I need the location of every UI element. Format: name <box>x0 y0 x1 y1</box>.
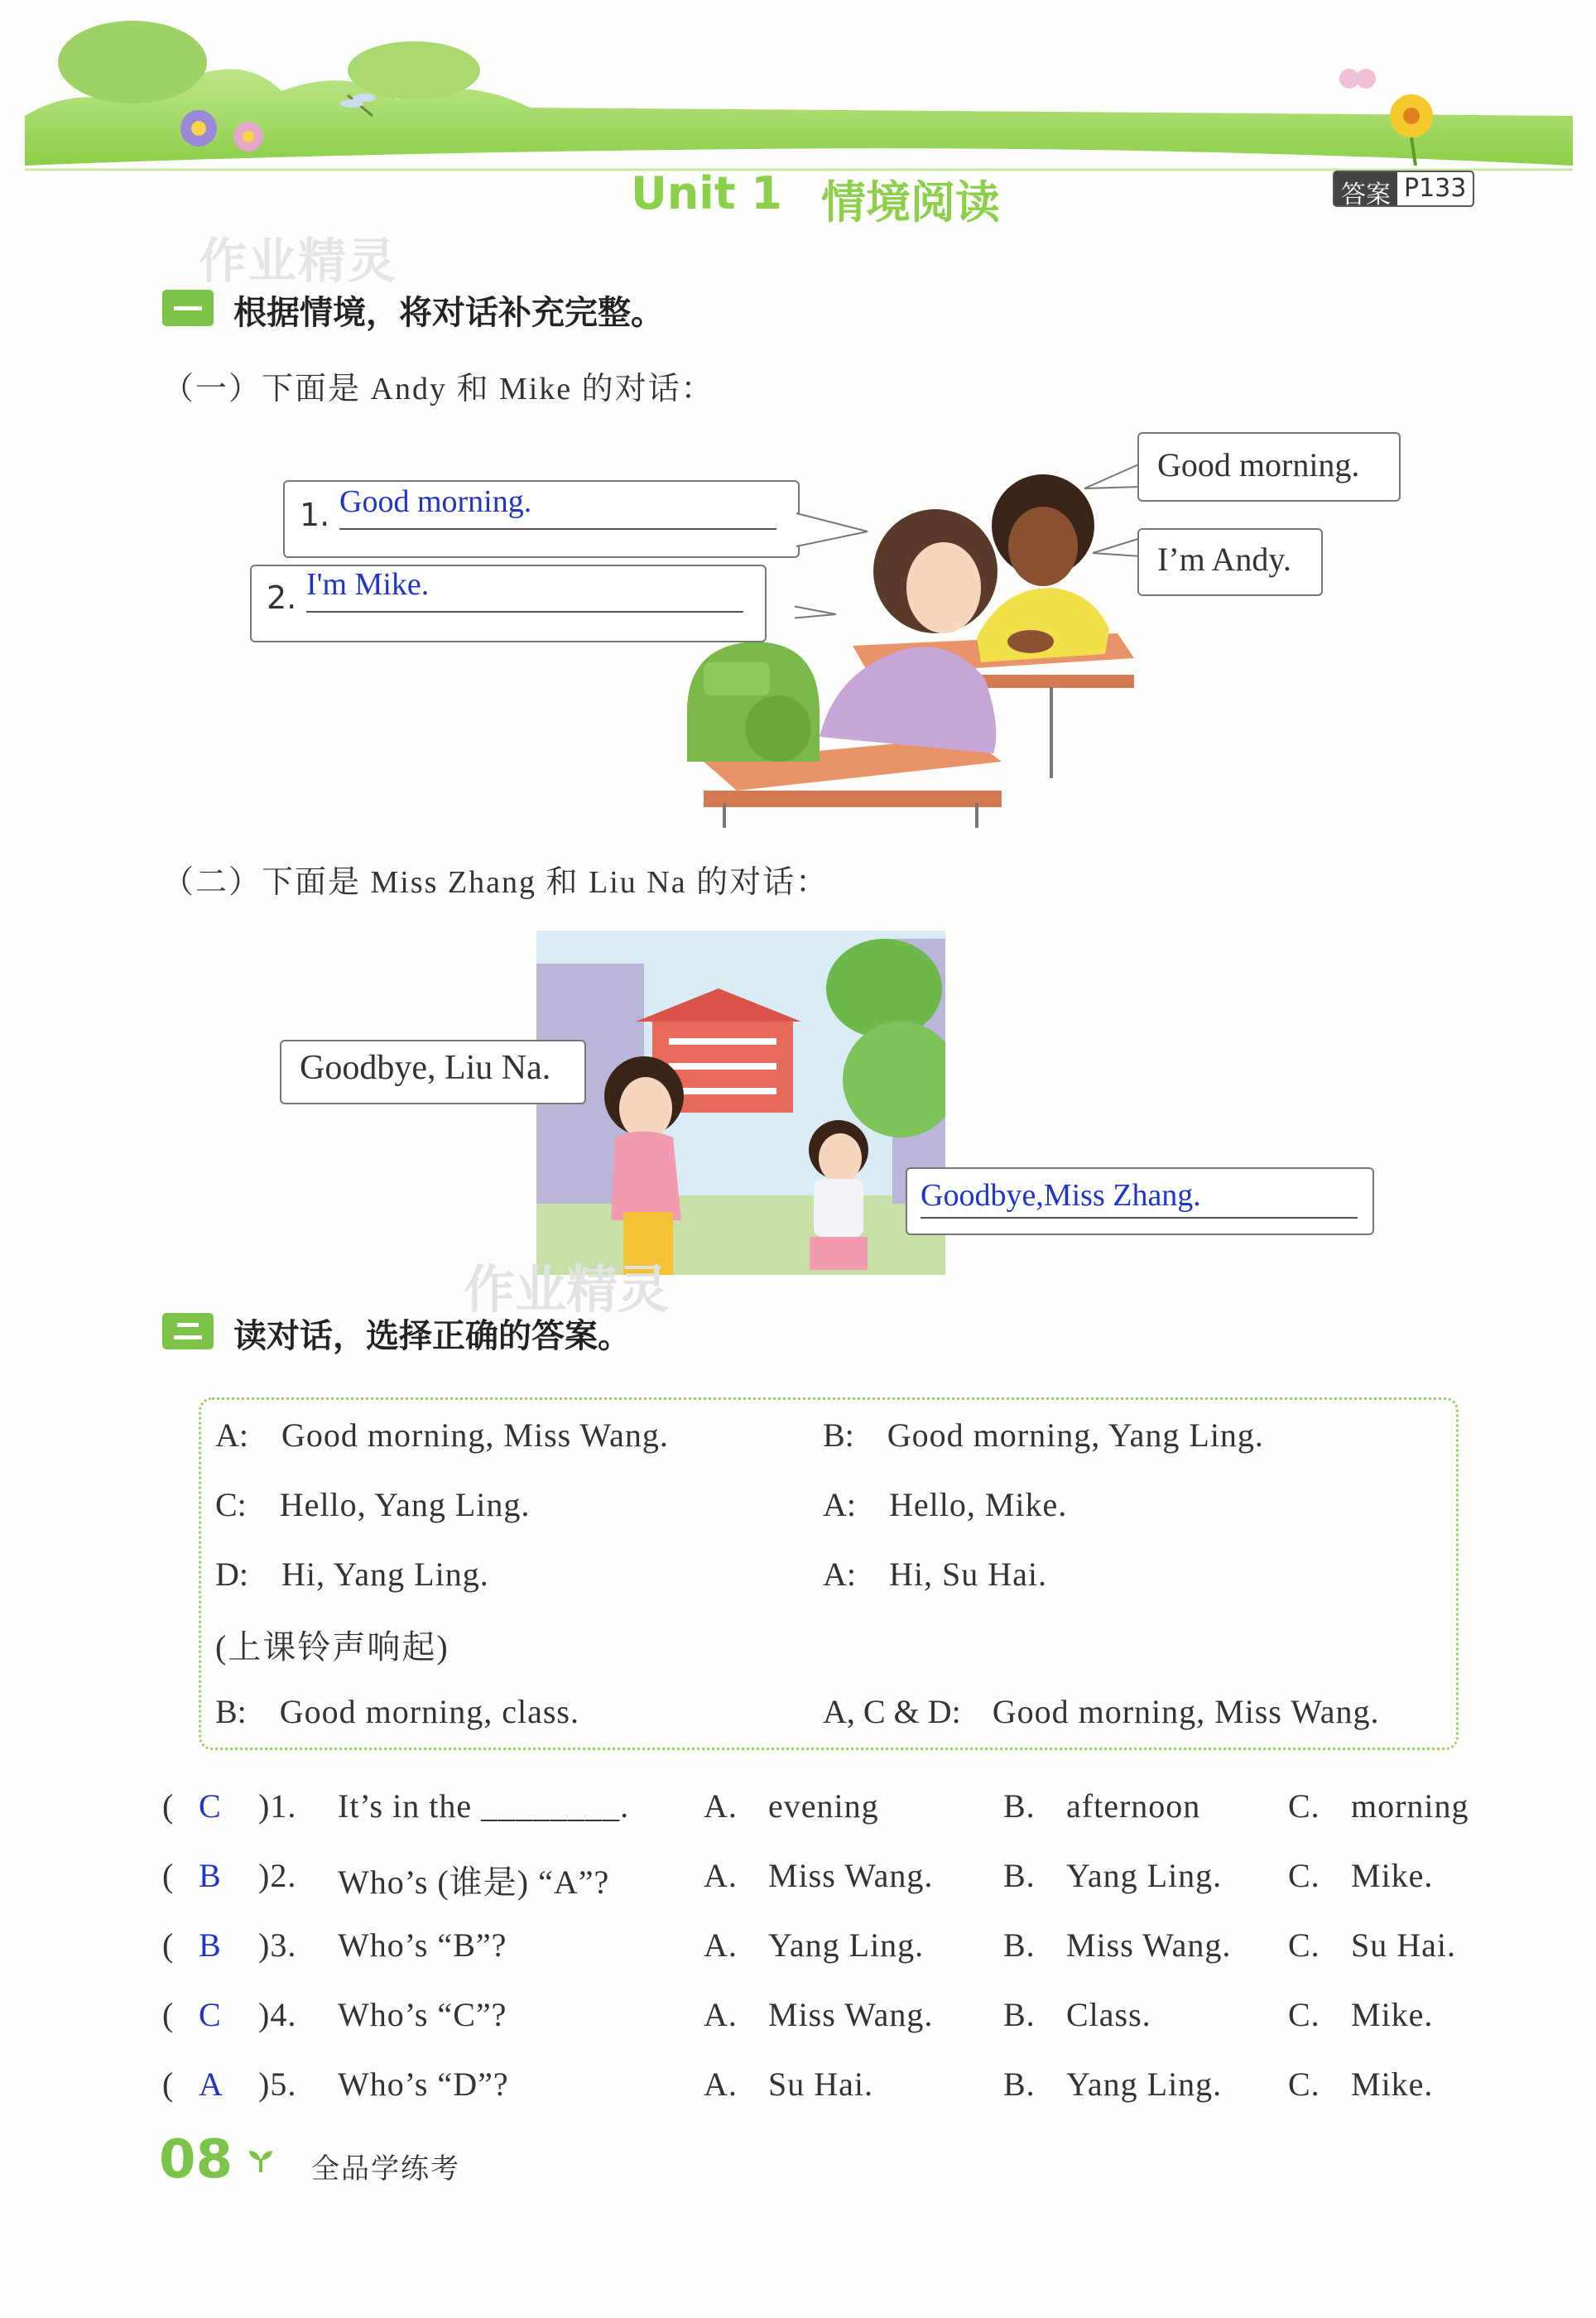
butterfly-icon <box>1339 69 1376 89</box>
page-number: 08 <box>159 2129 233 2191</box>
part-one-intro: （一）下面是 Andy 和 Mike 的对话： <box>162 372 714 406</box>
option-b-label: B. <box>1003 1857 1036 1894</box>
open-paren: ( <box>162 2066 175 2103</box>
option-c-text: Mike. <box>1351 1996 1434 2033</box>
bell-note: (上课铃声响起) <box>215 1628 449 1666</box>
question-number: )1. <box>258 1787 297 1825</box>
option-a-label: A. <box>704 1926 738 1964</box>
option-a-label: A. <box>704 1996 738 2033</box>
speaker: A: <box>823 1556 856 1593</box>
blank-2-number: 2. <box>267 580 297 616</box>
option-a-label: A. <box>704 2066 738 2103</box>
speaker: A, C & D: <box>823 1693 961 1730</box>
page-title: 情境阅读 <box>821 176 1000 228</box>
answer-label: 答案 <box>1334 172 1397 205</box>
schoolyard-illustration <box>536 931 945 1275</box>
answer-choice[interactable]: B <box>199 1857 222 1894</box>
dialogue-text: Hi, Yang Ling. <box>281 1556 489 1593</box>
dialogue-text: Good morning, class. <box>279 1693 579 1730</box>
dialogue-text: Hi, Su Hai. <box>889 1556 1047 1593</box>
dialogue-row <box>215 1485 530 1524</box>
open-paren: ( <box>162 1787 175 1825</box>
question-text: It’s in the ________. <box>338 1787 630 1825</box>
dialogue-row <box>823 1555 1047 1594</box>
watermark: 作业精灵 <box>199 233 398 289</box>
option-c-text: Su Hai. <box>1351 1926 1456 1964</box>
section-two-marker <box>162 1313 214 1349</box>
dialogue-row <box>823 1416 1264 1455</box>
student-answer[interactable]: Goodbye,Miss Zhang. <box>921 1178 1201 1213</box>
option-b-label: B. <box>1003 1926 1036 1964</box>
section-one-marker <box>162 290 214 326</box>
question-text: Who’s (谁是) “A”? <box>338 1864 610 1901</box>
blank-2-line <box>306 611 743 613</box>
question-text: Who’s “C”? <box>338 1996 507 2033</box>
blank-1-answer[interactable]: Good morning. <box>339 484 532 519</box>
option-b-text: afternoon <box>1066 1787 1201 1825</box>
dialogue-row <box>823 1692 1380 1731</box>
option-a-text: evening <box>768 1787 879 1825</box>
dialogue-row <box>215 1555 489 1594</box>
option-c-text: Mike. <box>1351 2066 1434 2103</box>
option-a-label: A. <box>704 1857 738 1894</box>
answer-reference <box>1333 171 1474 207</box>
blank-2-answer[interactable]: I'm Mike. <box>306 567 430 602</box>
watermark-middle: 作业精灵 <box>464 1259 670 1320</box>
answer-page: P133 <box>1404 174 1467 203</box>
andy-line-1: Good morning. <box>1157 446 1360 483</box>
dialogue-row <box>823 1485 1067 1524</box>
speaker: B: <box>215 1693 247 1730</box>
dialogue-text: Good morning, Miss Wang. <box>281 1416 669 1454</box>
option-b-text: Miss Wang. <box>1066 1926 1232 1964</box>
option-b-label: B. <box>1003 1787 1036 1825</box>
open-paren: ( <box>162 1857 175 1894</box>
dialogue-row <box>215 1416 669 1455</box>
option-a-label: A. <box>704 1787 738 1825</box>
dialogue-row <box>215 1692 579 1731</box>
part-two-intro: （二）下面是 Miss Zhang 和 Liu Na 的对话： <box>162 865 829 900</box>
section-two-heading: 读对话，选择正确的答案。 <box>233 1317 631 1355</box>
option-c-text: Mike. <box>1351 1857 1434 1894</box>
option-a-text: Su Hai. <box>768 2066 873 2103</box>
option-b-text: Yang Ling. <box>1066 2066 1223 2103</box>
question-number: )4. <box>258 1996 297 2033</box>
unit-label: Unit 1 <box>631 167 782 219</box>
option-b-text: Class. <box>1066 1996 1151 2033</box>
option-a-text: Miss Wang. <box>768 1857 934 1894</box>
answer-choice[interactable]: C <box>199 1787 222 1825</box>
option-c-label: C. <box>1288 2066 1320 2103</box>
andy-line-2: I’m Andy. <box>1157 541 1291 578</box>
student-answer-line <box>921 1217 1358 1219</box>
question-number: )3. <box>258 1926 297 1964</box>
blank-1-line <box>339 528 776 530</box>
speaker: A: <box>823 1486 856 1523</box>
blank-1-number: 1. <box>300 497 330 533</box>
option-b-text: Yang Ling. <box>1066 1857 1223 1894</box>
question-text: Who’s “B”? <box>338 1926 507 1964</box>
bubble-tails-part1 <box>795 430 1151 629</box>
option-c-label: C. <box>1288 1787 1320 1825</box>
question-number: )5. <box>258 2066 297 2103</box>
answer-choice[interactable]: B <box>199 1926 222 1964</box>
open-paren: ( <box>162 1996 175 2033</box>
option-a-text: Yang Ling. <box>768 1926 925 1964</box>
option-b-label: B. <box>1003 2066 1036 2103</box>
dialogue-text: Good morning, Miss Wang. <box>992 1693 1380 1730</box>
dialogue-text: Hello, Yang Ling. <box>279 1486 531 1523</box>
option-a-text: Miss Wang. <box>768 1996 934 2033</box>
option-c-label: C. <box>1288 1926 1320 1964</box>
answer-choice[interactable]: C <box>199 1996 222 2033</box>
section-one-heading: 根据情境，将对话补充完整。 <box>233 294 664 332</box>
question-number: )2. <box>258 1857 297 1894</box>
speaker: B: <box>823 1416 854 1454</box>
speaker: C: <box>215 1486 247 1523</box>
option-c-label: C. <box>1288 1996 1320 2033</box>
speaker: D: <box>215 1556 248 1593</box>
open-paren: ( <box>162 1926 175 1964</box>
option-c-text: morning <box>1351 1787 1469 1825</box>
teacher-line: Goodbye, Liu Na. <box>300 1049 551 1087</box>
question-text: Who’s “D”? <box>338 2066 509 2103</box>
speaker: A: <box>215 1416 248 1454</box>
option-c-label: C. <box>1288 1857 1320 1894</box>
brand-name: 全品学练考 <box>311 2152 460 2186</box>
dialogue-text: Good morning, Yang Ling. <box>887 1416 1264 1454</box>
answer-choice[interactable]: A <box>199 2066 224 2103</box>
option-b-label: B. <box>1003 1996 1036 2033</box>
leaf-icon <box>247 2147 275 2176</box>
dialogue-text: Hello, Mike. <box>889 1486 1068 1523</box>
